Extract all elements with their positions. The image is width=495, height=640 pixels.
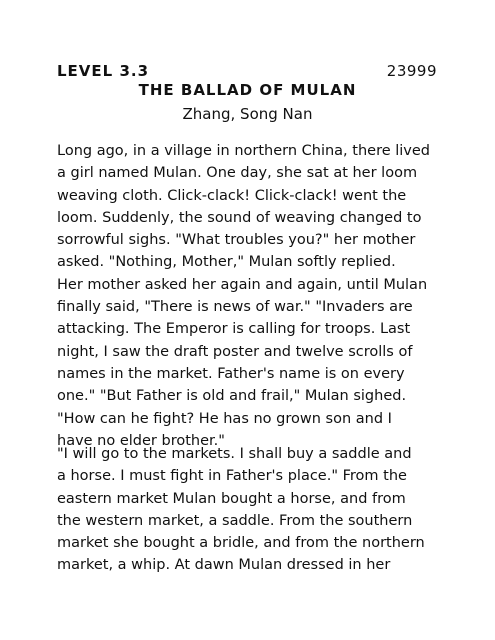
text-line: Long ago, in a village in northern China, there lived xyxy=(57,143,431,159)
text-line: a horse. I must fight in Father's place." From the xyxy=(57,468,407,485)
paragraph-2 xyxy=(57,443,457,577)
story-title: THE BALLAD OF MULAN xyxy=(138,81,357,99)
paragraph-1 xyxy=(57,140,457,452)
text-line: weaving cloth. Click-clack! Click-clack! went the xyxy=(57,187,407,204)
text-line: night, I saw the draft poster and twelve scrolls of xyxy=(57,343,413,360)
text-line: attacking. The Emperor is calling for troops. Last xyxy=(57,321,411,338)
text-line: "How can he fight? He has no grown son and I xyxy=(57,410,392,427)
text-line: market she bought a bridle, and from the northern xyxy=(57,535,425,552)
text-line: eastern market Mulan bought a horse, and from xyxy=(57,490,406,507)
text-line: one." "But Father is old and frail," Mulan sighed. xyxy=(57,388,407,405)
author-name: Zhang, Song Nan xyxy=(182,105,313,123)
text-line: a girl named Mulan. One day, she sat at her loom xyxy=(57,165,418,182)
text-line: asked. "Nothing, Mother," Mulan softly replied. xyxy=(57,254,396,271)
text-line: market, a whip. At dawn Mulan dressed in her xyxy=(57,557,391,574)
text-line: names in the market. Father's name is on every xyxy=(57,365,405,382)
text-line: sorrowful sighs. "What troubles you?" her mother xyxy=(57,232,416,249)
text-line: Her mother asked her again and again, until Mulan xyxy=(57,276,428,293)
text-line: the western market, a saddle. From the southern xyxy=(57,512,413,529)
text-line: finally said, "There is news of war." "Invaders are xyxy=(57,299,413,316)
document-number: 23999 xyxy=(386,62,437,80)
text-line: loom. Suddenly, the sound of weaving changed to xyxy=(57,209,422,226)
text-line: have no elder brother." xyxy=(57,432,225,449)
level-label: LEVEL 3.3 xyxy=(57,62,150,80)
text-line: "I will go to the markets. I shall buy a saddle and xyxy=(57,446,412,462)
